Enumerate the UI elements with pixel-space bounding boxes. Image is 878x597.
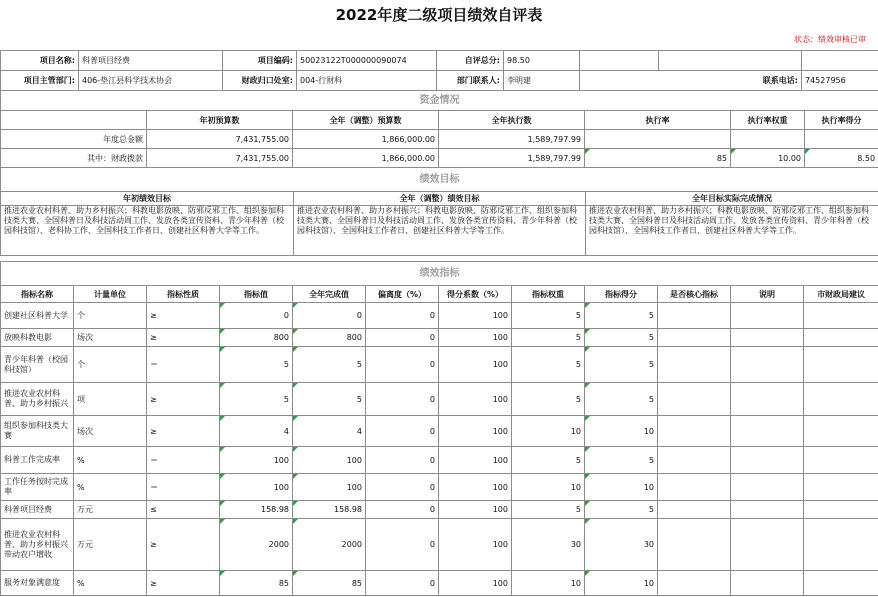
indicator-nature-cell: ＝ (147, 447, 220, 474)
table-row (1, 501, 878, 519)
indicator-empty-cell (804, 416, 878, 447)
indicator-target-cell: 100 (220, 447, 293, 474)
goals-header: 全年（调整）绩效目标 (294, 192, 586, 206)
indicator-name-cell: 科普工作完成率 (1, 447, 74, 474)
page-title: 2022年度二级项目绩效自评表 (335, 6, 543, 24)
funds-header: 全年执行数 (439, 111, 585, 130)
indicator-empty-cell (731, 416, 804, 447)
funds-cell: 10.00 (731, 149, 805, 168)
indicator-unit-cell: % (74, 474, 147, 501)
indicator-header: 是否核心指标 (658, 286, 731, 303)
indicator-target-cell: 85 (220, 571, 293, 596)
indicator-weight-cell: 30 (512, 519, 585, 571)
indicator-header: 指标权重 (512, 286, 585, 303)
indicator-target-cell: 158.98 (220, 501, 293, 519)
indicator-coef-cell: 100 (439, 474, 512, 501)
indicator-coef-cell: 100 (439, 571, 512, 596)
funds-table (0, 90, 878, 168)
indicator-dev-cell: 0 (366, 501, 439, 519)
indicator-empty-cell (658, 501, 731, 519)
table-row (1, 571, 878, 596)
indicator-weight-cell: 5 (512, 347, 585, 383)
indicator-weight-cell: 10 (512, 474, 585, 501)
indicator-nature-cell: ≥ (147, 383, 220, 416)
indicator-weight-cell: 5 (512, 329, 585, 347)
indicator-coef-cell: 100 (439, 447, 512, 474)
indicator-empty-cell (658, 383, 731, 416)
table-row (1, 474, 878, 501)
indicator-coef-cell: 100 (439, 519, 512, 571)
indicators-section-title: 绩效指标 (1, 262, 878, 286)
indicator-header: 指标得分 (585, 286, 658, 303)
indicator-weight-cell: 10 (512, 416, 585, 447)
initial-goal-text: 推进农业农村科普、助力乡村振兴；科教电影放映、防邪反邪工作、组织参加科技类大赛、全国科普日及科技活动周工作、发放各类宣传资料、青少年科普（校园科技馆）、老科协工作、全国科技工作者日、创建社区科普大学等工作。 (1, 206, 294, 256)
indicator-coef-cell: 100 (439, 347, 512, 383)
indicator-name-cell: 放映科教电影 (1, 329, 74, 347)
funds-header: 执行率权重 (731, 111, 805, 130)
indicator-coef-cell: 100 (439, 303, 512, 329)
indicator-dev-cell: 0 (366, 474, 439, 501)
indicator-coef-cell: 100 (439, 416, 512, 447)
indicator-header: 指标名称 (1, 286, 74, 303)
indicator-empty-cell (804, 519, 878, 571)
project-name-label: 项目名称: (1, 51, 79, 71)
indicator-header: 偏离度（%） (366, 286, 439, 303)
indicator-unit-cell: 场次 (74, 329, 147, 347)
funds-cell (585, 130, 731, 149)
indicator-empty-cell (658, 571, 731, 596)
indicator-target-cell: 100 (220, 474, 293, 501)
indicator-empty-cell (658, 303, 731, 329)
dept-label: 项目主管部门: (1, 71, 79, 91)
indicator-coef-cell: 100 (439, 501, 512, 519)
indicator-name-cell: 推进农业农村科普、助力乡村振兴带动农户增收 (1, 519, 74, 571)
indicator-header: 得分系数（%） (439, 286, 512, 303)
project-code-label: 项目编码: (223, 51, 297, 71)
table-row (1, 416, 878, 447)
indicator-weight-cell: 5 (512, 383, 585, 416)
indicator-target-cell: 5 (220, 347, 293, 383)
indicator-nature-cell: ≥ (147, 571, 220, 596)
indicator-score-cell: 5 (585, 501, 658, 519)
funds-cell: 7,431,755.00 (147, 130, 293, 149)
indicator-score-cell: 5 (585, 303, 658, 329)
indicator-dev-cell: 0 (366, 571, 439, 596)
indicator-header: 计量单位 (74, 286, 147, 303)
indicator-done-cell: 100 (293, 474, 366, 501)
indicator-header: 全年完成值 (293, 286, 366, 303)
phone-label: 联系电话: (580, 71, 802, 91)
table-row (1, 383, 878, 416)
indicator-empty-cell (804, 303, 878, 329)
indicator-done-cell: 5 (293, 383, 366, 416)
indicator-empty-cell (804, 347, 878, 383)
indicator-empty-cell (731, 447, 804, 474)
indicator-nature-cell: ≥ (147, 329, 220, 347)
indicator-score-cell: 10 (585, 571, 658, 596)
indicator-empty-cell (658, 519, 731, 571)
funds-row-label: 年度总金额 (1, 130, 147, 149)
table-row (1, 130, 878, 149)
phone-value: 74527956 (802, 71, 878, 91)
funds-cell: 8.50 (805, 149, 878, 168)
indicator-weight-cell: 10 (512, 571, 585, 596)
indicator-done-cell: 85 (293, 571, 366, 596)
indicator-dev-cell: 0 (366, 519, 439, 571)
indicator-empty-cell (804, 447, 878, 474)
indicator-coef-cell: 100 (439, 383, 512, 416)
indicator-target-cell: 800 (220, 329, 293, 347)
funds-header: 年初预算数 (147, 111, 293, 130)
indicator-empty-cell (731, 347, 804, 383)
indicator-header: 指标值 (220, 286, 293, 303)
funds-cell: 1,866,000.00 (293, 149, 439, 168)
goals-header: 全年目标实际完成情况 (586, 192, 878, 206)
table-row (1, 347, 878, 383)
funds-cell (805, 130, 878, 149)
funds-cell: 7,431,755.00 (147, 149, 293, 168)
indicator-score-cell: 5 (585, 447, 658, 474)
funds-section-title: 资金情况 (1, 91, 878, 111)
indicator-empty-cell (731, 383, 804, 416)
indicator-done-cell: 4 (293, 416, 366, 447)
indicator-nature-cell: ≥ (147, 416, 220, 447)
indicator-unit-cell: 万元 (74, 501, 147, 519)
indicator-done-cell: 0 (293, 303, 366, 329)
indicator-empty-cell (658, 474, 731, 501)
indicator-dev-cell: 0 (366, 383, 439, 416)
funds-row-label: 其中：财政拨款 (1, 149, 147, 168)
indicator-empty-cell (804, 571, 878, 596)
project-name-value: 科普项目经费 (79, 51, 223, 71)
indicator-done-cell: 158.98 (293, 501, 366, 519)
indicator-empty-cell (804, 329, 878, 347)
indicator-empty-cell (804, 501, 878, 519)
contact-value: 李明建 (504, 71, 580, 91)
indicator-empty-cell (658, 347, 731, 383)
indicator-target-cell: 0 (220, 303, 293, 329)
indicator-empty-cell (658, 329, 731, 347)
funds-cell: 1,589,797.99 (439, 149, 585, 168)
adjusted-goal-text: 推进农业农村科普、助力乡村振兴；科教电影放映、防邪反邪工作、组织参加科技类大赛、全国科普日及科技活动周工作、发放各类宣传资料、青少年科普（校园科技馆）、全国科技工作者日、创建社区科普大学等工作。 (294, 206, 586, 256)
goals-header: 年初绩效目标 (1, 192, 294, 206)
indicator-header: 市财政局建议 (804, 286, 878, 303)
indicators-table (0, 261, 878, 596)
goals-section-title: 绩效目标 (1, 168, 878, 192)
indicator-score-cell: 5 (585, 383, 658, 416)
indicator-unit-cell: 项 (74, 383, 147, 416)
indicator-name-cell: 青少年科普（校园科技馆） (1, 347, 74, 383)
indicator-nature-cell: ≤ (147, 501, 220, 519)
funds-header: 全年（调整）预算数 (293, 111, 439, 130)
indicator-unit-cell: 万元 (74, 519, 147, 571)
indicator-dev-cell: 0 (366, 303, 439, 329)
indicator-done-cell: 800 (293, 329, 366, 347)
indicator-unit-cell: % (74, 447, 147, 474)
indicator-weight-cell: 5 (512, 501, 585, 519)
indicator-empty-cell (658, 416, 731, 447)
indicator-weight-cell: 5 (512, 447, 585, 474)
table-row (1, 447, 878, 474)
indicator-empty-cell (731, 329, 804, 347)
indicator-nature-cell: ≥ (147, 303, 220, 329)
contact-label: 部门联系人: (437, 71, 504, 91)
indicator-name-cell: 创建社区科普大学 (1, 303, 74, 329)
indicator-name-cell: 推进农业农村科普、助力乡村振兴 (1, 383, 74, 416)
indicator-dev-cell: 0 (366, 347, 439, 383)
indicator-done-cell: 5 (293, 347, 366, 383)
indicator-dev-cell: 0 (366, 447, 439, 474)
table-row (1, 149, 878, 168)
indicator-done-cell: 2000 (293, 519, 366, 571)
indicator-header: 指标性质 (147, 286, 220, 303)
funds-header: 执行率 (585, 111, 731, 130)
status-text: 状态：绩效审核已审 (794, 35, 866, 44)
indicator-empty-cell (731, 501, 804, 519)
indicator-empty-cell (731, 519, 804, 571)
office-value: 004-行财科 (297, 71, 437, 91)
indicator-unit-cell: % (74, 571, 147, 596)
indicator-unit-cell: 个 (74, 347, 147, 383)
dept-value: 406-垫江县科学技术协会 (79, 71, 223, 91)
score-value: 98.50 (504, 51, 580, 71)
indicator-empty-cell (658, 447, 731, 474)
office-label: 财政归口处室: (223, 71, 297, 91)
indicator-score-cell: 30 (585, 519, 658, 571)
funds-cell: 85 (585, 149, 731, 168)
indicator-name-cell: 组织参加科技类大赛 (1, 416, 74, 447)
score-label: 自评总分: (437, 51, 504, 71)
indicator-coef-cell: 100 (439, 329, 512, 347)
indicator-nature-cell: ≥ (147, 519, 220, 571)
indicator-nature-cell: ＝ (147, 474, 220, 501)
indicator-done-cell: 100 (293, 447, 366, 474)
indicator-header: 说明 (731, 286, 804, 303)
info-table (0, 50, 878, 91)
table-row (1, 519, 878, 571)
indicator-name-cell: 科普项目经费 (1, 501, 74, 519)
indicator-target-cell: 2000 (220, 519, 293, 571)
indicator-empty-cell (731, 571, 804, 596)
funds-cell (731, 130, 805, 149)
indicator-weight-cell: 5 (512, 303, 585, 329)
indicator-target-cell: 4 (220, 416, 293, 447)
project-code-value: 50023122T000000090074 (297, 51, 437, 71)
indicator-empty-cell (731, 474, 804, 501)
indicator-score-cell: 5 (585, 329, 658, 347)
indicator-score-cell: 10 (585, 416, 658, 447)
funds-cell: 1,866,000.00 (293, 130, 439, 149)
indicator-nature-cell: ＝ (147, 347, 220, 383)
indicator-dev-cell: 0 (366, 416, 439, 447)
table-row (1, 303, 878, 329)
indicator-target-cell: 5 (220, 383, 293, 416)
indicator-name-cell: 服务对象满意度 (1, 571, 74, 596)
indicator-score-cell: 10 (585, 474, 658, 501)
funds-header: 执行率得分 (805, 111, 878, 130)
funds-cell: 1,589,797.99 (439, 130, 585, 149)
indicators-header-row (1, 286, 878, 303)
indicator-empty-cell (804, 383, 878, 416)
indicator-unit-cell: 场次 (74, 416, 147, 447)
indicator-dev-cell: 0 (366, 329, 439, 347)
indicator-name-cell: 工作任务按时完成率 (1, 474, 74, 501)
goals-table (0, 167, 878, 256)
table-row (1, 329, 878, 347)
indicator-score-cell: 5 (585, 347, 658, 383)
indicator-empty-cell (731, 303, 804, 329)
indicator-empty-cell (804, 474, 878, 501)
indicator-unit-cell: 个 (74, 303, 147, 329)
actual-goal-text: 推进农业农村科普、助力乡村振兴；科教电影放映、防邪反邪工作、组织参加科技类大赛、全国科普日及科技活动周工作、发放各类宣传资料、青少年科普（校园科技馆）、全国科技工作者日、创建社区科普大学等工作。 (586, 206, 878, 256)
